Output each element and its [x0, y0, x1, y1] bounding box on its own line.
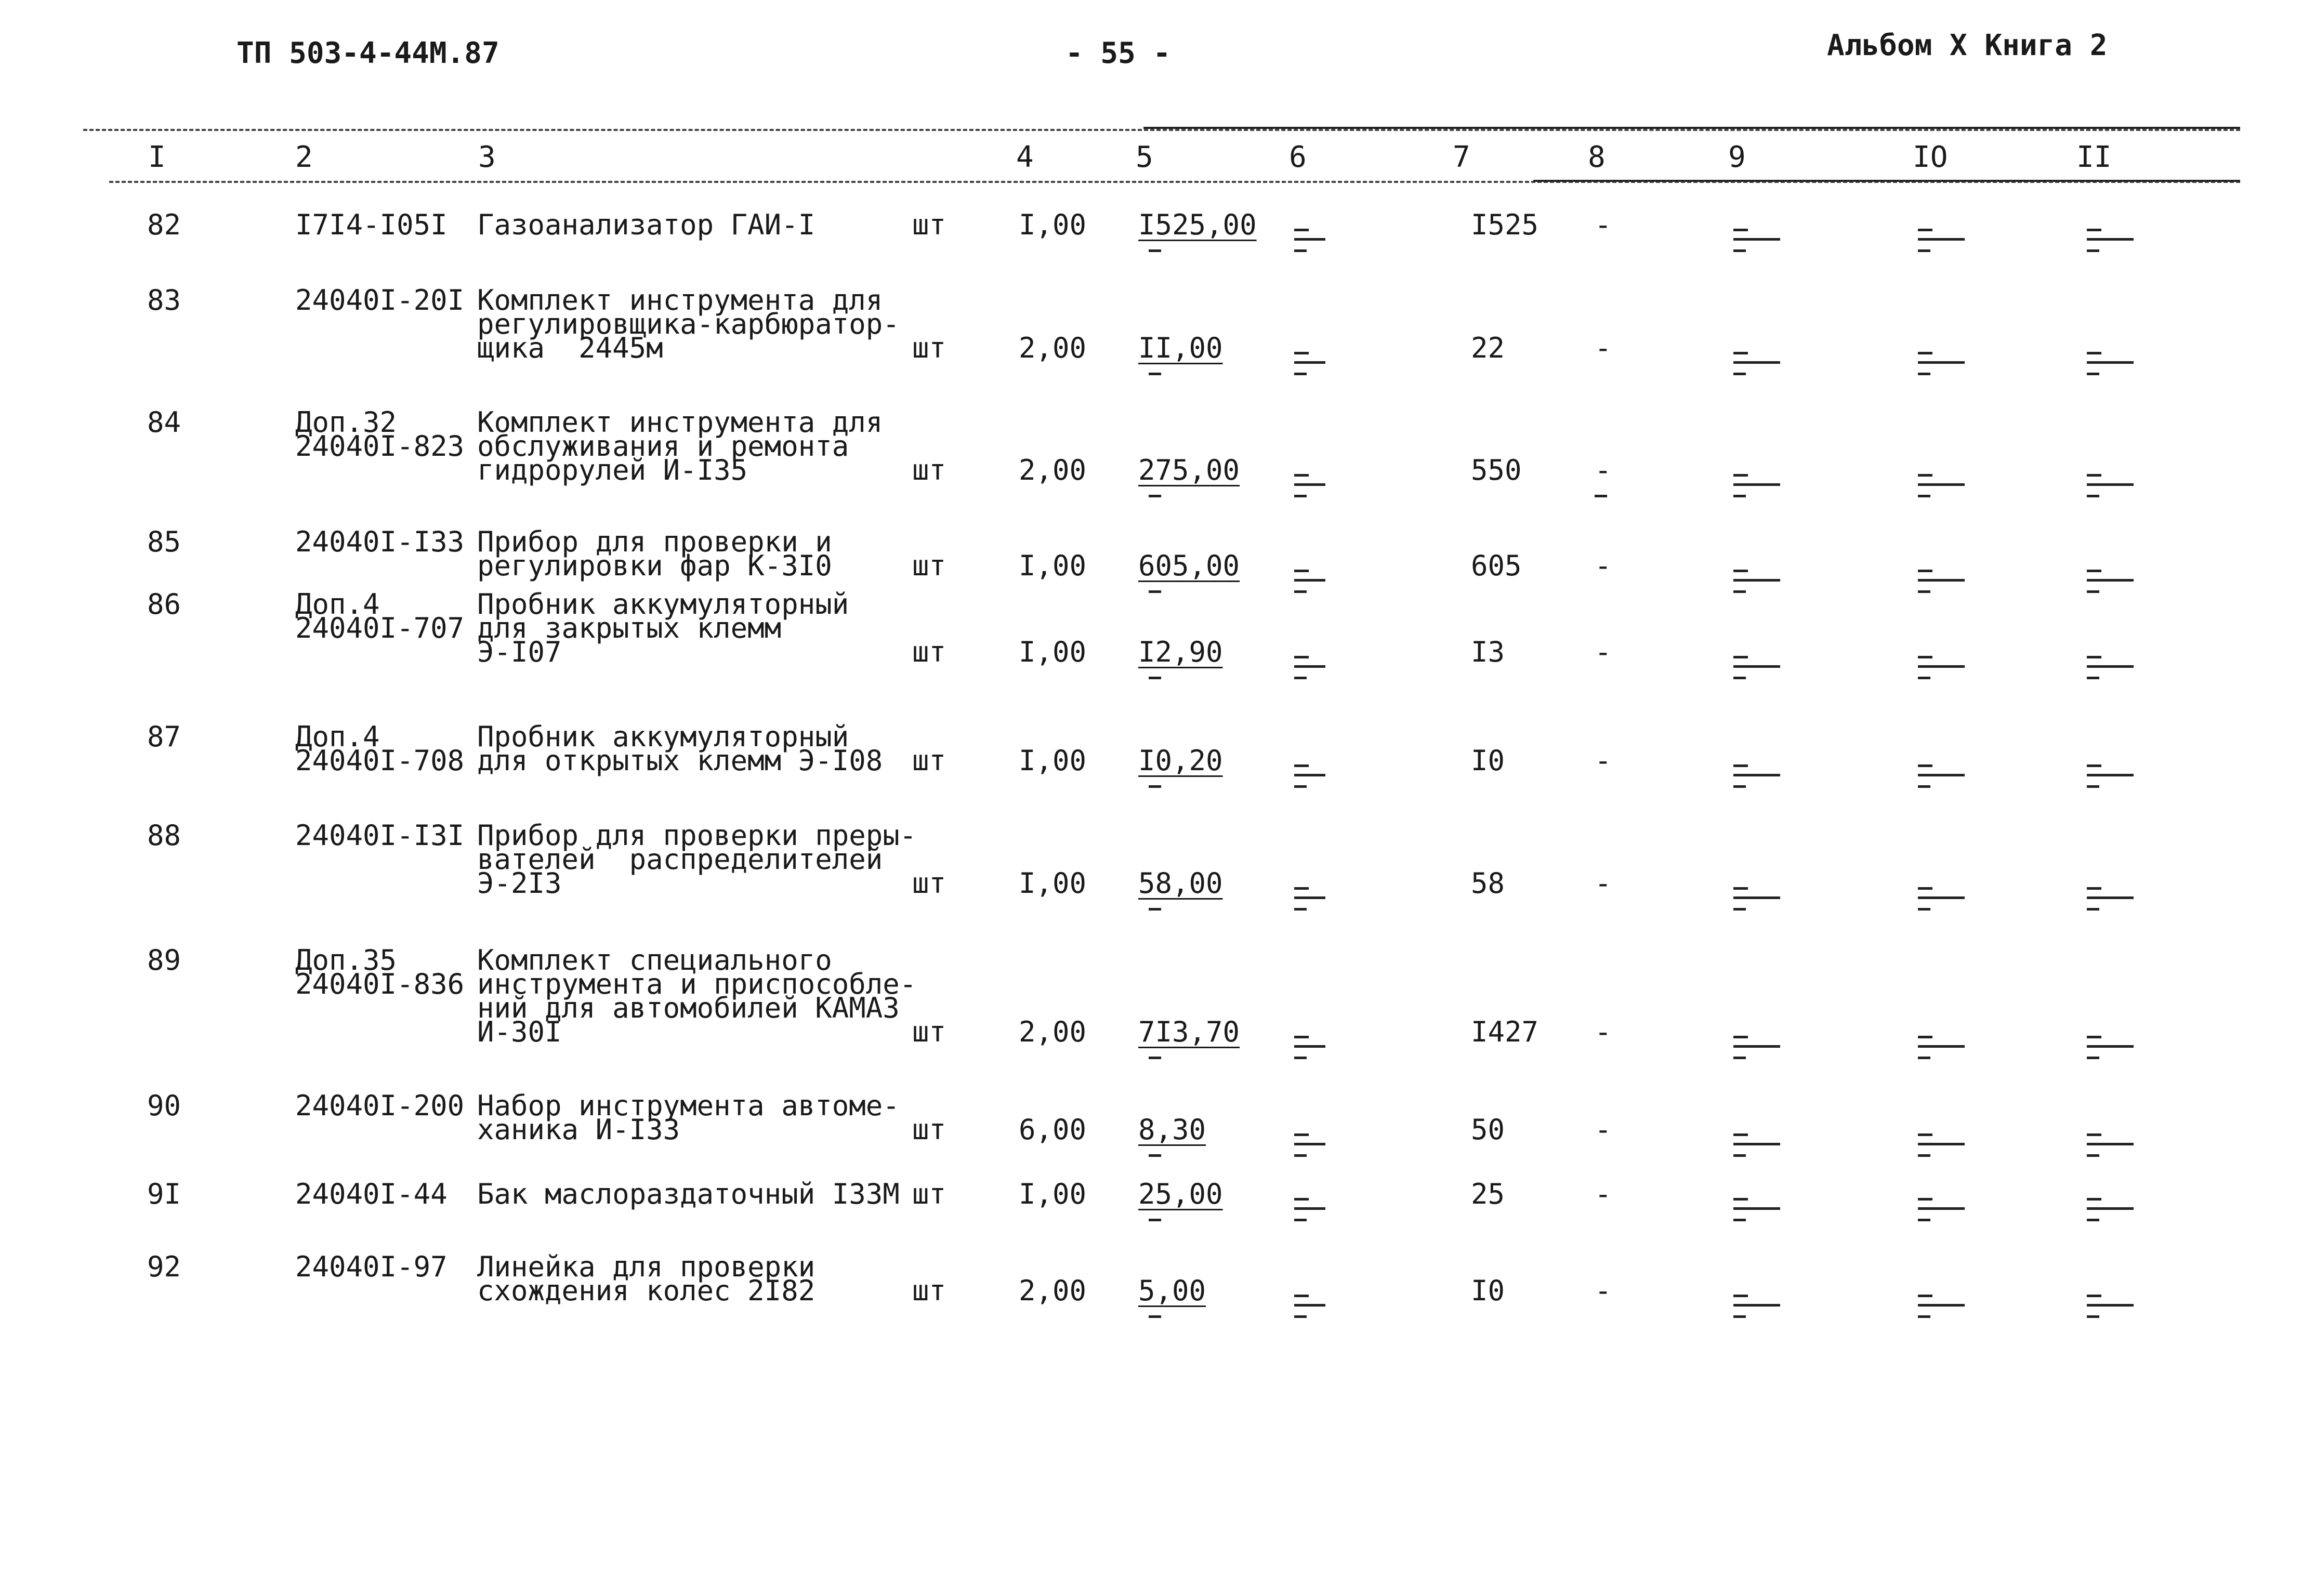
table-top-rule-solid — [1143, 127, 2240, 129]
col9-dash-bottom — [1733, 590, 1746, 593]
col9-dash-bottom — [1733, 249, 1746, 252]
quantity: I,00 — [1019, 1178, 1087, 1210]
col11-dash-line — [2087, 1045, 2134, 1048]
col6-dash-line — [1294, 665, 1325, 668]
column-8-value: - — [1595, 636, 1612, 668]
row-number: 90 — [147, 1089, 181, 1122]
unit-price: I525,00 — [1138, 208, 1257, 241]
col11-dash-line — [2087, 896, 2134, 899]
col11-dash-top — [2087, 1133, 2101, 1136]
col6-dash-bottom — [1294, 1315, 1307, 1318]
col6-dash-top — [1294, 764, 1309, 767]
col11-dash-line — [2087, 238, 2134, 241]
col9-dash-top — [1733, 570, 1748, 572]
col8-dash-bottom — [1595, 495, 1607, 497]
row-number: 83 — [147, 284, 181, 316]
col10-dash-top — [1918, 570, 1932, 572]
unit-price: 5,00 — [1138, 1274, 1206, 1307]
unit-price: 7I3,70 — [1138, 1015, 1240, 1048]
column-8-value: - — [1595, 744, 1612, 777]
col11-dash-line — [2087, 579, 2134, 582]
unit-of-measure: шт — [912, 636, 946, 668]
col6-dash-top — [1294, 1036, 1309, 1038]
col9-dash-top — [1733, 1036, 1748, 1038]
catalog-code: 24040I-97 — [295, 1250, 448, 1283]
col11-dash-top — [2087, 1295, 2101, 1297]
col6-dash-bottom — [1294, 590, 1307, 593]
col10-dash-top — [1918, 1036, 1932, 1038]
item-description: Набор инструмента автоме- ханика И-I33 — [477, 1089, 900, 1146]
col6-dash-line — [1294, 774, 1325, 776]
total-cost: I427 — [1471, 1015, 1539, 1048]
price-dash — [1149, 373, 1161, 375]
price-dash — [1149, 590, 1161, 593]
col6-dash-line — [1294, 1143, 1325, 1145]
col9-dash-top — [1733, 1198, 1748, 1201]
col10-dash-bottom — [1918, 908, 1930, 911]
album-label: Альбом X Книга 2 — [1827, 29, 2108, 62]
unit-of-measure: шт — [912, 454, 946, 486]
col9-dash-line — [1733, 238, 1780, 241]
col9-dash-top — [1733, 229, 1748, 231]
column-header-1: I — [148, 140, 166, 174]
column-header-10: IO — [1913, 140, 1948, 174]
total-cost: I525 — [1471, 208, 1539, 241]
column-8-value: - — [1595, 332, 1612, 364]
col6-dash-line — [1294, 1304, 1325, 1307]
col9-dash-bottom — [1733, 495, 1746, 497]
col9-dash-bottom — [1733, 373, 1746, 375]
col10-dash-line — [1918, 238, 1965, 241]
item-description: Комплект специального инструмента и приспособле- ний для автомобилей КАМАЗ И-30I — [477, 944, 917, 1048]
col10-dash-line — [1918, 1143, 1965, 1145]
quantity: 6,00 — [1019, 1113, 1087, 1146]
col10-dash-top — [1918, 764, 1932, 767]
item-description: Бак маслораздаточный I33М — [477, 1178, 900, 1210]
col10-dash-bottom — [1918, 495, 1930, 497]
catalog-code: 24040I-20I — [295, 284, 465, 316]
col10-dash-line — [1918, 774, 1965, 776]
unit-of-measure: шт — [912, 208, 946, 241]
total-cost: 50 — [1471, 1113, 1505, 1146]
col9-dash-bottom — [1733, 1154, 1746, 1157]
total-cost: I0 — [1471, 744, 1505, 777]
col11-dash-line — [2087, 361, 2134, 364]
col11-dash-bottom — [2087, 495, 2099, 497]
col10-dash-top — [1918, 887, 1932, 890]
col9-dash-bottom — [1733, 908, 1746, 911]
unit-of-measure: шт — [912, 1015, 946, 1048]
quantity: I,00 — [1019, 744, 1087, 777]
col10-dash-bottom — [1918, 249, 1930, 252]
col10-dash-bottom — [1918, 785, 1930, 788]
col9-dash-bottom — [1733, 1057, 1746, 1059]
col6-dash-bottom — [1294, 1219, 1307, 1221]
col9-dash-line — [1733, 361, 1780, 364]
unit-of-measure: шт — [912, 549, 946, 582]
col9-dash-line — [1733, 665, 1780, 668]
col9-dash-bottom — [1733, 1219, 1746, 1221]
col11-dash-line — [2087, 1143, 2134, 1145]
catalog-code: Доп.35 24040I-836 — [295, 944, 465, 1000]
row-number: 9I — [147, 1178, 181, 1210]
col11-dash-bottom — [2087, 1219, 2099, 1221]
price-dash — [1149, 1154, 1161, 1157]
column-8-value: - — [1595, 208, 1612, 241]
catalog-code: Доп.4 24040I-708 — [295, 720, 465, 777]
quantity: 2,00 — [1019, 1274, 1087, 1307]
col9-dash-line — [1733, 896, 1780, 899]
col11-dash-top — [2087, 1198, 2101, 1201]
unit-price: 8,30 — [1138, 1113, 1206, 1146]
col11-dash-bottom — [2087, 1154, 2099, 1157]
catalog-code: I7I4-I05I — [295, 208, 448, 241]
col11-dash-bottom — [2087, 1315, 2099, 1318]
col9-dash-bottom — [1733, 785, 1746, 788]
col10-dash-line — [1918, 361, 1965, 364]
col11-dash-top — [2087, 764, 2101, 767]
price-dash — [1149, 1057, 1161, 1059]
column-header-4: 4 — [1016, 140, 1034, 174]
col6-dash-line — [1294, 1207, 1325, 1210]
item-description: Пробник аккумуляторный для закрытых клемм Э-I07 — [477, 588, 849, 668]
col11-dash-bottom — [2087, 677, 2099, 679]
price-dash — [1149, 908, 1161, 911]
col9-dash-line — [1733, 579, 1780, 582]
col9-dash-top — [1733, 887, 1748, 890]
price-dash — [1149, 495, 1161, 497]
col11-dash-line — [2087, 665, 2134, 668]
col6-dash-bottom — [1294, 373, 1307, 375]
item-description: Пробник аккумуляторный для открытых клемм Э-I08 — [477, 720, 883, 777]
total-cost: 58 — [1471, 867, 1505, 900]
col11-dash-line — [2087, 1207, 2134, 1210]
col10-dash-line — [1918, 665, 1965, 668]
col9-dash-line — [1733, 483, 1780, 486]
unit-price: II,00 — [1138, 332, 1223, 364]
col10-dash-top — [1918, 1133, 1932, 1136]
col6-dash-top — [1294, 656, 1309, 658]
unit-price: I2,90 — [1138, 636, 1223, 668]
col6-dash-bottom — [1294, 677, 1307, 679]
col6-dash-bottom — [1294, 908, 1307, 911]
row-number: 89 — [147, 944, 181, 977]
col10-dash-bottom — [1918, 1154, 1930, 1157]
col6-dash-bottom — [1294, 1154, 1307, 1157]
col11-dash-top — [2087, 229, 2101, 231]
column-header-5: 5 — [1136, 140, 1153, 174]
total-cost: 550 — [1471, 454, 1522, 486]
unit-price: 275,00 — [1138, 454, 1240, 486]
price-dash — [1149, 1219, 1161, 1221]
col11-dash-line — [2087, 774, 2134, 776]
column-8-value: - — [1595, 1113, 1612, 1146]
col11-dash-top — [2087, 352, 2101, 354]
col9-dash-line — [1733, 1304, 1780, 1307]
unit-price: I0,20 — [1138, 744, 1223, 777]
item-description: Газоанализатор ГАИ-I — [477, 208, 815, 241]
col10-dash-bottom — [1918, 677, 1930, 679]
document-code: ТП 503-4-44М.87 — [236, 36, 499, 70]
row-number: 92 — [147, 1250, 181, 1283]
column-header-6: 6 — [1289, 140, 1307, 174]
col10-dash-top — [1918, 474, 1932, 477]
col10-dash-bottom — [1918, 373, 1930, 375]
col9-dash-line — [1733, 1143, 1780, 1145]
row-number: 88 — [147, 819, 181, 852]
price-dash — [1149, 1315, 1161, 1318]
col10-dash-bottom — [1918, 1315, 1930, 1318]
catalog-code: Доп.32 24040I-823 — [295, 406, 465, 463]
col10-dash-line — [1918, 1304, 1965, 1307]
quantity: 2,00 — [1019, 454, 1087, 486]
unit-of-measure: шт — [912, 1274, 946, 1307]
row-number: 86 — [147, 588, 181, 621]
col9-dash-bottom — [1733, 1315, 1746, 1318]
total-cost: I0 — [1471, 1274, 1505, 1307]
col9-dash-bottom — [1733, 677, 1746, 679]
page-number: - 55 - — [1066, 36, 1171, 70]
col11-dash-top — [2087, 656, 2101, 658]
col6-dash-top — [1294, 352, 1309, 354]
unit-of-measure: шт — [912, 867, 946, 900]
col10-dash-line — [1918, 1045, 1965, 1048]
col6-dash-top — [1294, 229, 1309, 231]
column-header-3: 3 — [478, 140, 496, 174]
col6-dash-line — [1294, 1045, 1325, 1048]
col9-dash-top — [1733, 352, 1748, 354]
total-cost: I3 — [1471, 636, 1505, 668]
quantity: I,00 — [1019, 549, 1087, 582]
col6-dash-top — [1294, 1198, 1309, 1201]
col6-dash-top — [1294, 1295, 1309, 1297]
col6-dash-line — [1294, 579, 1325, 582]
quantity: I,00 — [1019, 636, 1087, 668]
col10-dash-top — [1918, 656, 1932, 658]
col10-dash-bottom — [1918, 1057, 1930, 1059]
row-number: 82 — [147, 208, 181, 241]
item-description: Комплект инструмента для регулировщика-карбюратор- щика 2445м — [477, 284, 900, 364]
col10-dash-top — [1918, 1198, 1932, 1201]
unit-of-measure: шт — [912, 1178, 946, 1210]
col11-dash-top — [2087, 1036, 2101, 1038]
col6-dash-top — [1294, 570, 1309, 572]
col10-dash-line — [1918, 483, 1965, 486]
col9-dash-top — [1733, 1295, 1748, 1297]
col6-dash-bottom — [1294, 785, 1307, 788]
col9-dash-top — [1733, 656, 1748, 658]
col6-dash-top — [1294, 1133, 1309, 1136]
column-8-value: - — [1595, 1274, 1612, 1307]
column-header-2: 2 — [295, 140, 313, 174]
col6-dash-line — [1294, 483, 1325, 486]
price-dash — [1149, 677, 1161, 679]
col11-dash-line — [2087, 483, 2134, 486]
column-8-value: - — [1595, 454, 1612, 486]
column-header-7: 7 — [1453, 140, 1470, 174]
col6-dash-bottom — [1294, 1057, 1307, 1059]
col9-dash-line — [1733, 774, 1780, 776]
price-dash — [1149, 785, 1161, 788]
column-8-value: - — [1595, 1178, 1612, 1210]
catalog-code: 24040I-I33 — [295, 525, 465, 558]
col11-dash-top — [2087, 570, 2101, 572]
catalog-code: Доп.4 24040I-707 — [295, 588, 465, 644]
total-cost: 605 — [1471, 549, 1522, 582]
col6-dash-bottom — [1294, 495, 1307, 497]
col10-dash-line — [1918, 1207, 1965, 1210]
col11-dash-top — [2087, 887, 2101, 890]
quantity: I,00 — [1019, 867, 1087, 900]
col10-dash-line — [1918, 896, 1965, 899]
column-header-9: 9 — [1728, 140, 1746, 174]
col6-dash-line — [1294, 361, 1325, 364]
header-bottom-rule-solid — [1533, 180, 2240, 182]
col10-dash-top — [1918, 229, 1932, 231]
col6-dash-top — [1294, 887, 1309, 890]
col6-dash-line — [1294, 238, 1325, 241]
row-number: 85 — [147, 525, 181, 558]
total-cost: 25 — [1471, 1178, 1505, 1210]
table-top-rule — [83, 129, 2240, 131]
unit-price: 25,00 — [1138, 1178, 1223, 1210]
item-description: Комплект инструмента для обслуживания и ремонта гидрорулей И-I35 — [477, 406, 883, 486]
col10-dash-top — [1918, 1295, 1932, 1297]
col11-dash-bottom — [2087, 908, 2099, 911]
col9-dash-top — [1733, 1133, 1748, 1136]
col6-dash-top — [1294, 474, 1309, 477]
col9-dash-line — [1733, 1045, 1780, 1048]
item-description: Прибор для проверки и регулировки фар К-3I0 — [477, 525, 832, 582]
col11-dash-bottom — [2087, 373, 2099, 375]
col6-dash-bottom — [1294, 249, 1307, 252]
column-8-value: - — [1595, 867, 1612, 900]
col10-dash-bottom — [1918, 590, 1930, 593]
catalog-code: 24040I-200 — [295, 1089, 465, 1122]
col10-dash-bottom — [1918, 1219, 1930, 1221]
item-description: Линейка для проверки схождения колес 2I82 — [477, 1250, 815, 1307]
col6-dash-line — [1294, 896, 1325, 899]
col9-dash-line — [1733, 1207, 1780, 1210]
col9-dash-top — [1733, 764, 1748, 767]
total-cost: 22 — [1471, 332, 1505, 364]
quantity: 2,00 — [1019, 332, 1087, 364]
unit-of-measure: шт — [912, 1113, 946, 1146]
col10-dash-top — [1918, 352, 1932, 354]
quantity: 2,00 — [1019, 1015, 1087, 1048]
col11-dash-line — [2087, 1304, 2134, 1307]
column-header-8: 8 — [1588, 140, 1606, 174]
unit-of-measure: шт — [912, 744, 946, 777]
catalog-code: 24040I-44 — [295, 1178, 448, 1210]
col11-dash-bottom — [2087, 249, 2099, 252]
col10-dash-line — [1918, 579, 1965, 582]
catalog-code: 24040I-I3I — [295, 819, 465, 852]
col11-dash-bottom — [2087, 1057, 2099, 1059]
item-description: Прибор для проверки преры- вателей распределителей Э-2I3 — [477, 819, 917, 900]
unit-price: 58,00 — [1138, 867, 1223, 900]
col9-dash-top — [1733, 474, 1748, 477]
column-header-11: II — [2076, 140, 2112, 174]
unit-price: 605,00 — [1138, 549, 1240, 582]
col11-dash-bottom — [2087, 785, 2099, 788]
price-dash — [1149, 249, 1161, 252]
quantity: I,00 — [1019, 208, 1087, 241]
row-number: 84 — [147, 406, 181, 439]
col11-dash-bottom — [2087, 590, 2099, 593]
unit-of-measure: шт — [912, 332, 946, 364]
row-number: 87 — [147, 720, 181, 753]
column-8-value: - — [1595, 549, 1612, 582]
col11-dash-top — [2087, 474, 2101, 477]
column-8-value: - — [1595, 1015, 1612, 1048]
